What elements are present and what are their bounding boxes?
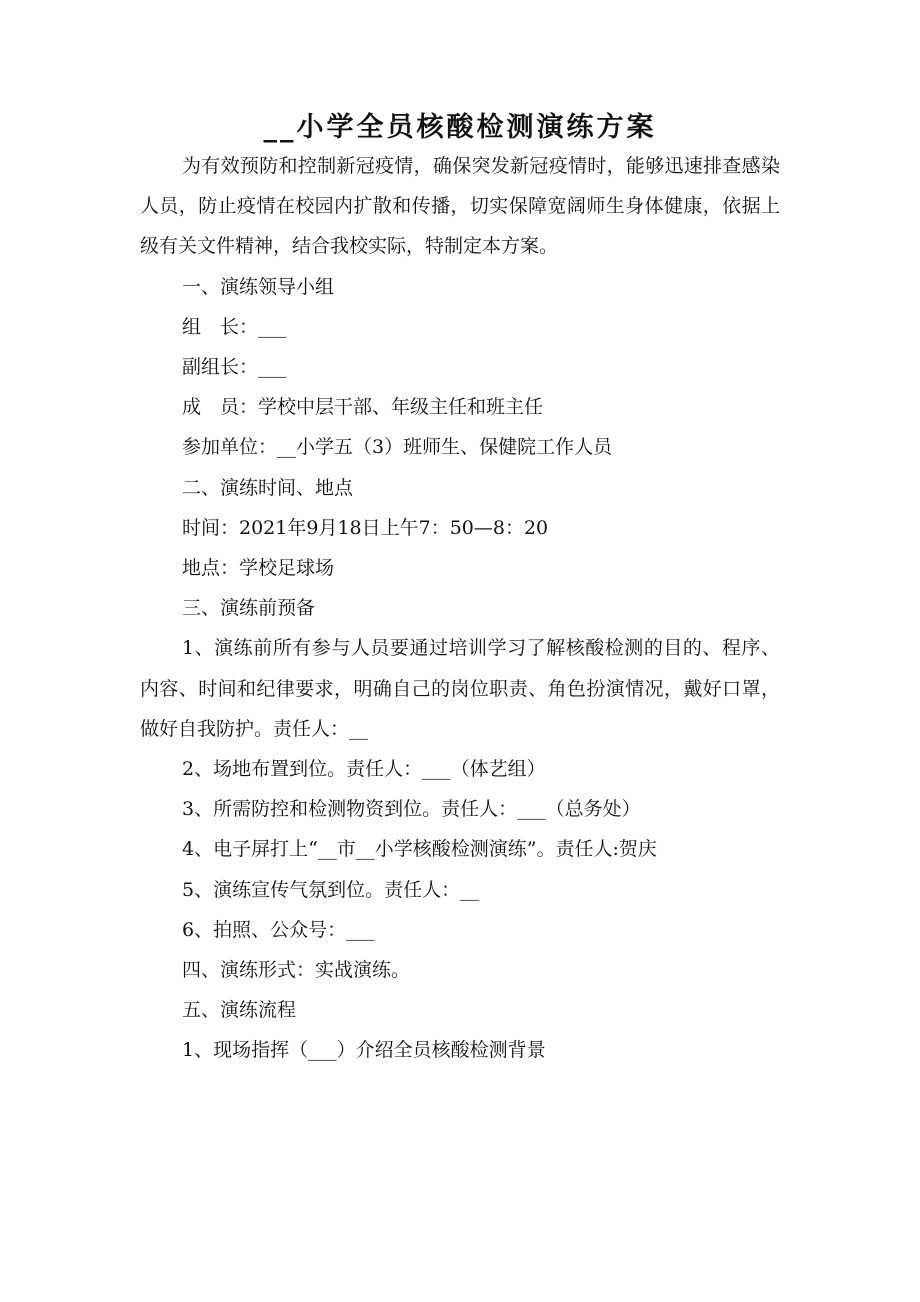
intro-paragraph: 为有效预防和控制新冠疫情，确保突发新冠疫情时，能够迅速排查感染人员，防止疫情在校园内扩散和传播，切实保障宽阔师生身体健康，依据上级有关文件精神，结合我校实际，特制定本方案。: [140, 155, 780, 258]
vice-leader-line: 副组长：___: [182, 356, 287, 379]
members-line: 成 员：学校中层干部、年级主任和班主任: [182, 396, 544, 419]
flow-item-1: 1、现场指挥（___）介绍全员核酸检测背景: [182, 1039, 546, 1062]
participants-line: 参加单位：__小学五（3）班师生、保健院工作人员: [182, 436, 613, 459]
document-title: __小学全员核酸检测演练方案: [263, 112, 657, 143]
section-5-heading: 五、演练流程: [182, 999, 297, 1022]
leader-line: 组 长：___: [182, 315, 287, 338]
prep-item-1: 1、演练前所有参与人员要通过培训学习了解核酸检测的目的、程序、内容、时间和纪律要求，明确自己的岗位职责、角色扮演情况，戴好口罩，做好自我防护。责任人：__: [140, 637, 780, 740]
place-line: 地点：学校足球场: [182, 557, 335, 580]
section-3-heading: 三、演练前预备: [182, 597, 316, 620]
prep-item-2: 2、场地布置到位。责任人：___（体艺组）: [182, 758, 546, 781]
section-2-heading: 二、演练时间、地点: [182, 476, 354, 499]
prep-item-4: 4、电子屏打上“__市__小学核酸检测演练”。责任人:贺庆: [182, 838, 657, 861]
document-body: [140, 146, 780, 1071]
time-line: 时间：2021年9月18日上午7：50—8：20: [182, 516, 549, 539]
prep-item-3: 3、所需防控和检测物资到位。责任人：___（总务处）: [182, 798, 641, 821]
prep-item-5: 5、演练宣传气氛到位。责任人：__: [182, 878, 480, 901]
section-4-line: 四、演练形式：实战演练。: [182, 959, 411, 982]
prep-item-6: 6、拍照、公众号：___: [182, 918, 375, 941]
section-1-heading: 一、演练领导小组: [182, 275, 335, 298]
